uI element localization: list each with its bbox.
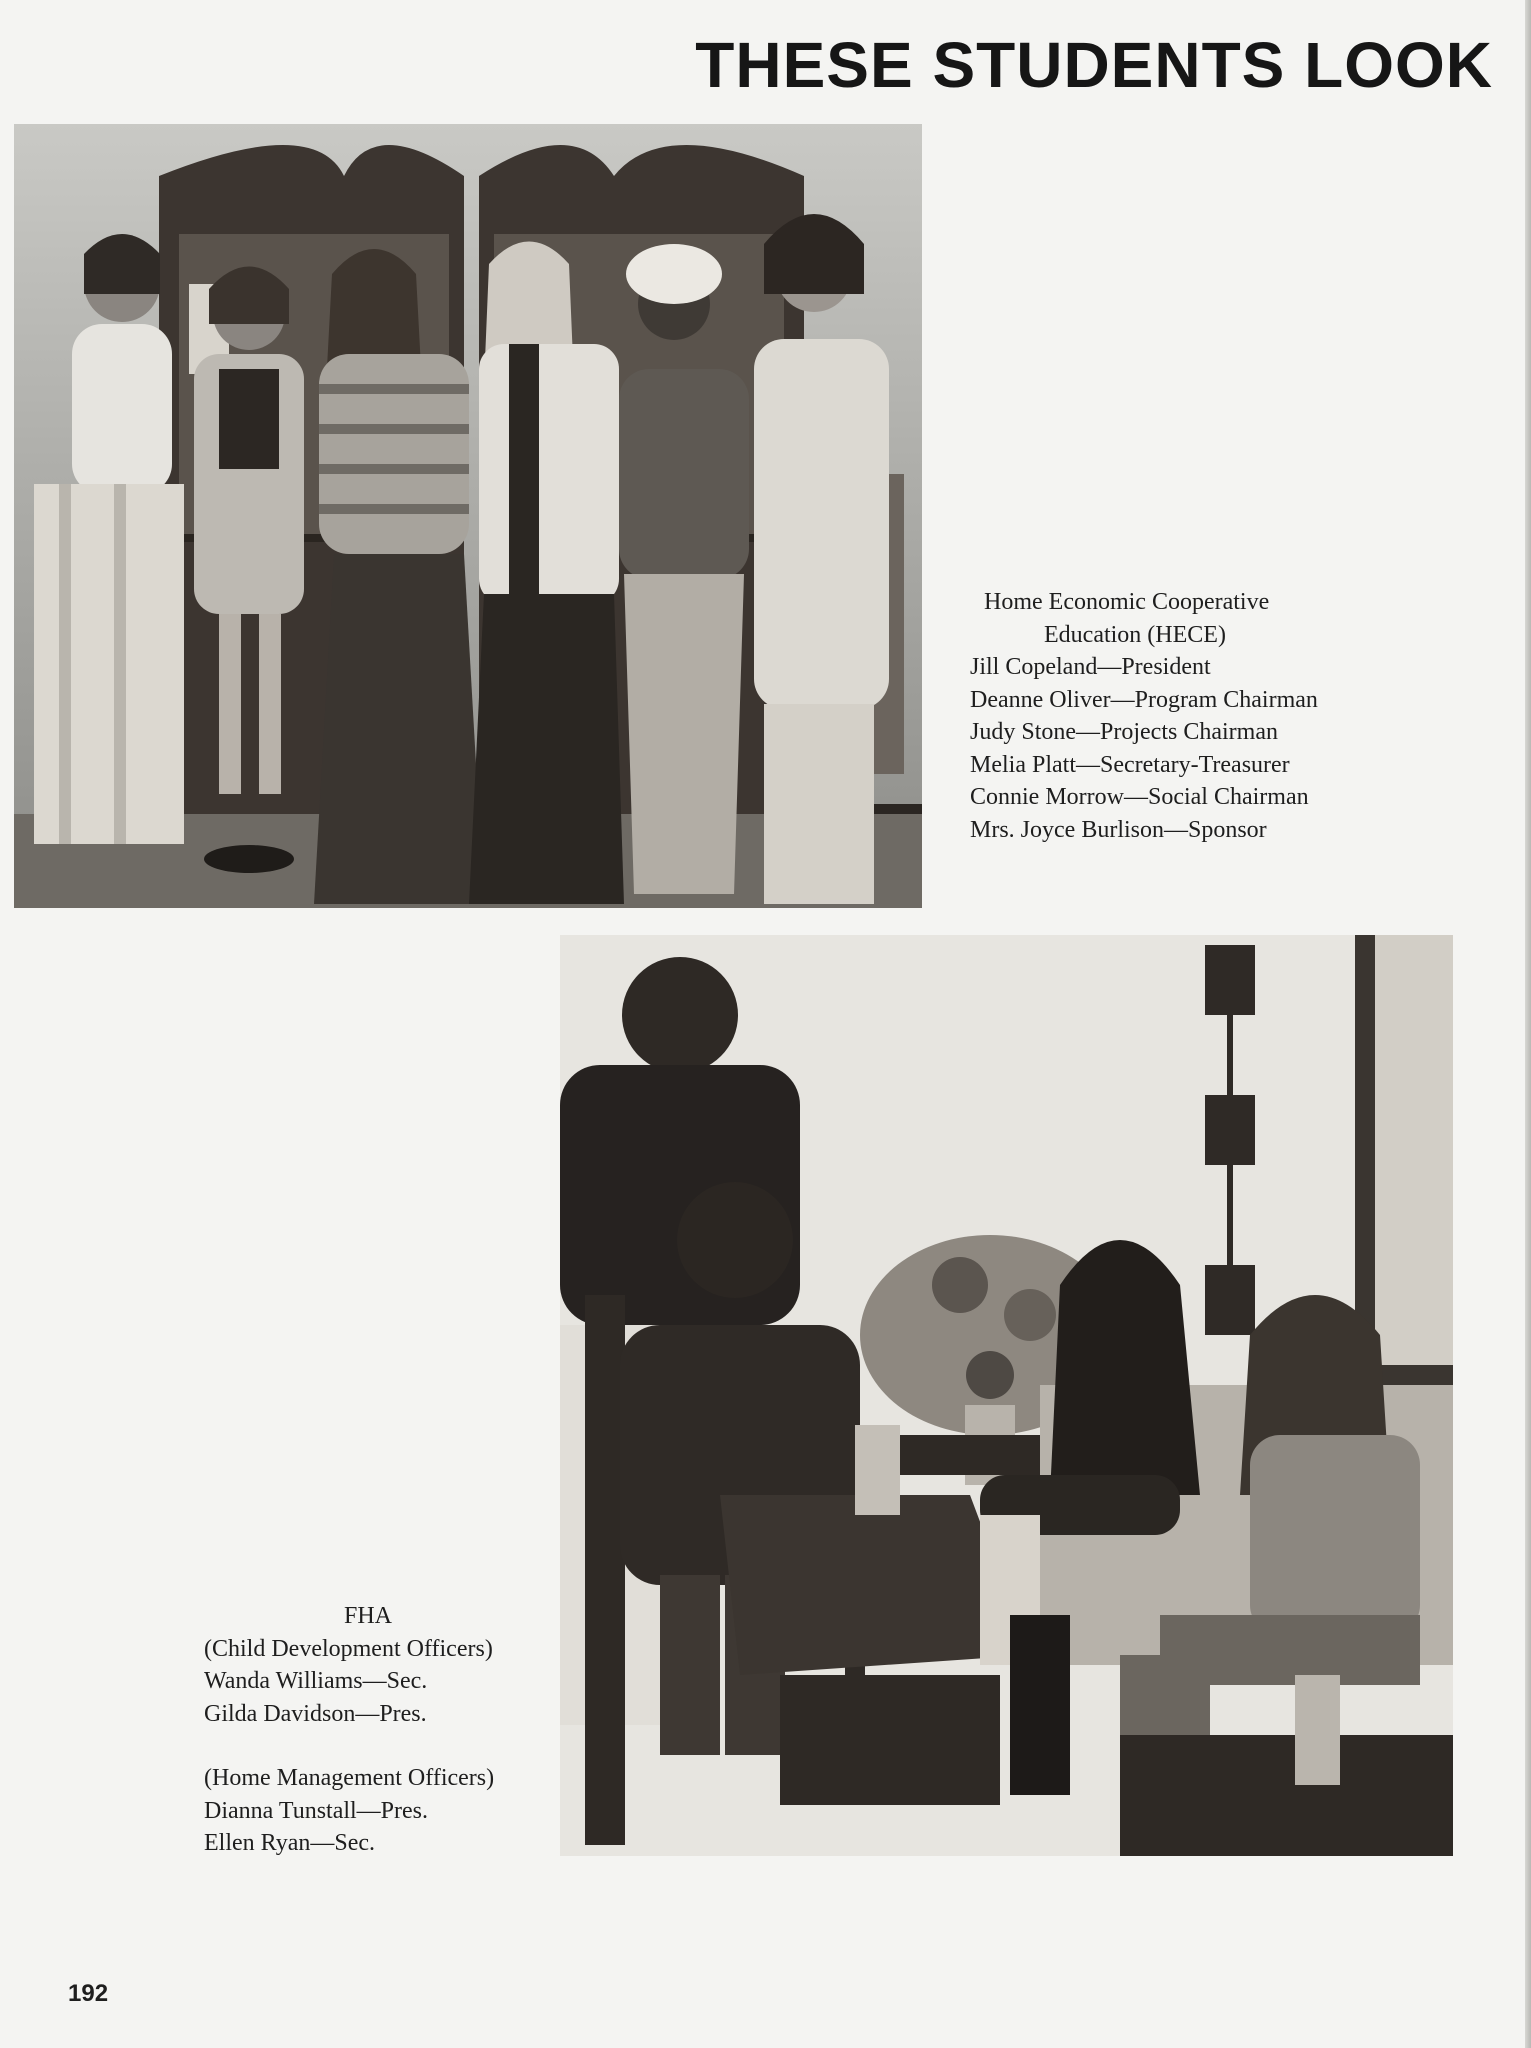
hece-title-line2: Education (HECE) [1044, 621, 1226, 648]
hece-member: Jill Copeland—President [970, 654, 1211, 680]
hece-caption [970, 586, 1318, 846]
hece-group-photo [14, 124, 922, 908]
fha-officer: Dianna Tunstall—Pres. [204, 1797, 429, 1824]
hece-member: Melia Platt—Secretary-Treasurer [970, 751, 1290, 778]
fha-group-photo [560, 935, 1453, 1856]
hece-member: Connie Morrow—Social Chairman [970, 784, 1309, 810]
fha-group1-heading: (Child Development Officers) [204, 1635, 493, 1662]
page-edge [1525, 0, 1531, 2048]
fha-caption [204, 1600, 494, 1860]
hece-photo-illustration [14, 124, 922, 908]
hece-member: Judy Stone—Projects Chairman [970, 719, 1278, 745]
fha-officer: Ellen Ryan—Sec. [204, 1830, 375, 1856]
hece-member: Mrs. Joyce Burlison—Sponsor [970, 816, 1267, 843]
page-number: 192 [68, 1980, 109, 2007]
hece-member: Deanne Oliver—Program Chairman [970, 686, 1318, 713]
fha-group2-heading: (Home Management Officers) [204, 1765, 495, 1791]
fha-officer: Gilda Davidson—Pres. [204, 1700, 427, 1727]
fha-photo-illustration [560, 935, 1453, 1856]
fha-title: FHA [344, 1603, 393, 1629]
page-headline: THESE STUDENTS LOOK [695, 29, 1493, 101]
fha-officer: Wanda Williams—Sec. [204, 1668, 428, 1694]
hece-title-line1: Home Economic Cooperative [984, 589, 1270, 615]
caption-spacer [204, 1730, 494, 1762]
